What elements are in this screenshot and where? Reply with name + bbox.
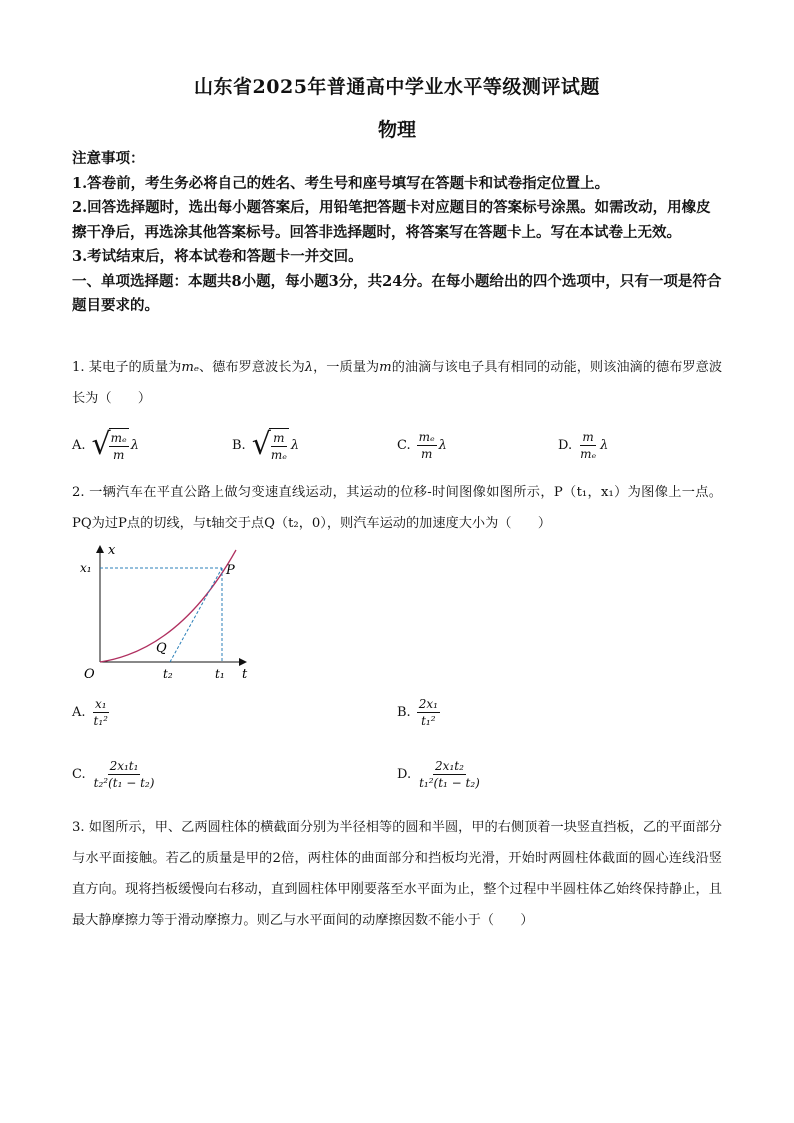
tick-x1-label: x₁ <box>80 561 92 575</box>
q2-option-d[interactable]: D. $\frac{\text{2x₁t₂}}{\text{t₁²(t₁ − t₂)}}$ <box>397 759 480 790</box>
q1-option-d[interactable]: D. $\frac{m}{\text{mₑ}}$ λ <box>558 430 609 461</box>
y-axis-label: x <box>108 543 116 558</box>
question-1 <box>72 352 722 414</box>
q2-option-b[interactable]: B. $\frac{\text{2x₁}}{\text{t₁²}}$ <box>397 697 438 728</box>
tick-t2-label: t₂ <box>163 667 173 681</box>
origin-label: O <box>84 667 95 682</box>
notice-item-3: 3.考试结束后，将本试卷和答题卡一并交回。 <box>72 248 363 265</box>
xt-curve <box>100 550 236 662</box>
notice-item-2: 2.回答选择题时，选出每小题答案后，用铅笔把答题卡对应题目的答案标号涂黑。如需改动，用橡皮擦干净后，再选涂其他答案标号。回答非选择题时，将答案写在答题卡上。写在本试卷上无效。 <box>72 199 711 241</box>
q1-option-a[interactable]: A. √ $\frac{\text{mₑ}}{m}$ λ <box>72 427 139 462</box>
question-2-text: 2. 一辆汽车在平直公路上做匀变速直线运动，其运动的位移-时间图像如图所示，P（t₁，x₁）为图像上一点。PQ为过P点的切线，与t轴交于点Q（t₂，0），则汽车运动的加速度大小为（ ） <box>72 485 722 531</box>
tangent-line-pq <box>170 568 222 662</box>
point-p-label: P <box>226 563 235 578</box>
notice-heading: 注意事项： <box>72 150 145 167</box>
q1-option-c[interactable]: C. $\frac{\text{mₑ}}{m}$ λ <box>397 430 447 461</box>
x-axis-label: t <box>242 667 248 682</box>
notice-block <box>72 147 722 319</box>
subject-title: 物理 <box>377 119 416 141</box>
question-1-text: 1. 某电子的质量为mₑ、德布罗意波长为λ，一质量为m的油滴与该电子具有相同的动能，则该油滴的德布罗意波长为（ ） <box>72 360 723 406</box>
q2-option-c[interactable]: C. $\frac{\text{2x₁t₁}}{\text{t₂²(t₁ − t₂)}}$ <box>72 759 155 790</box>
displacement-time-graph <box>70 538 250 683</box>
section-1-heading: 一、单项选择题：本题共8小题，每小题3分，共24分。在每小题给出的四个选项中，只有一项是符合题目要求的。 <box>72 272 722 314</box>
q2-option-a[interactable]: A. $\frac{\text{x₁}}{\text{t₁²}}$ <box>72 697 108 728</box>
q1-option-b[interactable]: B. √ $\frac{m}{\text{mₑ}}$ λ <box>232 427 300 462</box>
tick-t1-label: t₁ <box>215 667 225 681</box>
notice-item-1: 1.答卷前，考生务必将自己的姓名、考生号和座号填写在答题卡和试卷指定位置上。 <box>72 174 610 192</box>
exam-title: 山东省2025年普通高中学业水平等级测评试题 <box>194 76 600 98</box>
point-q-label: Q <box>156 641 167 656</box>
question-3-text: 3. 如图所示，甲、乙两圆柱体的横截面分别为半径相等的圆和半圆，甲的右侧顶着一块竖直挡板，乙的平面部分与水平面接触。若乙的质量是甲的2倍，两柱体的曲面部分和挡板均光滑，开始时两圆柱体截面的圆心连线沿竖直方向。现将挡板缓慢向右移动，直到圆柱体甲刚要落至水平面为止，整个过程中半圆柱体乙始终保持静止，且最大静摩擦力等于滑动摩擦力。则乙与水平面间的动摩擦因数不能小于（ ） <box>72 820 722 928</box>
question-2 <box>72 477 722 539</box>
question-3 <box>72 812 722 936</box>
